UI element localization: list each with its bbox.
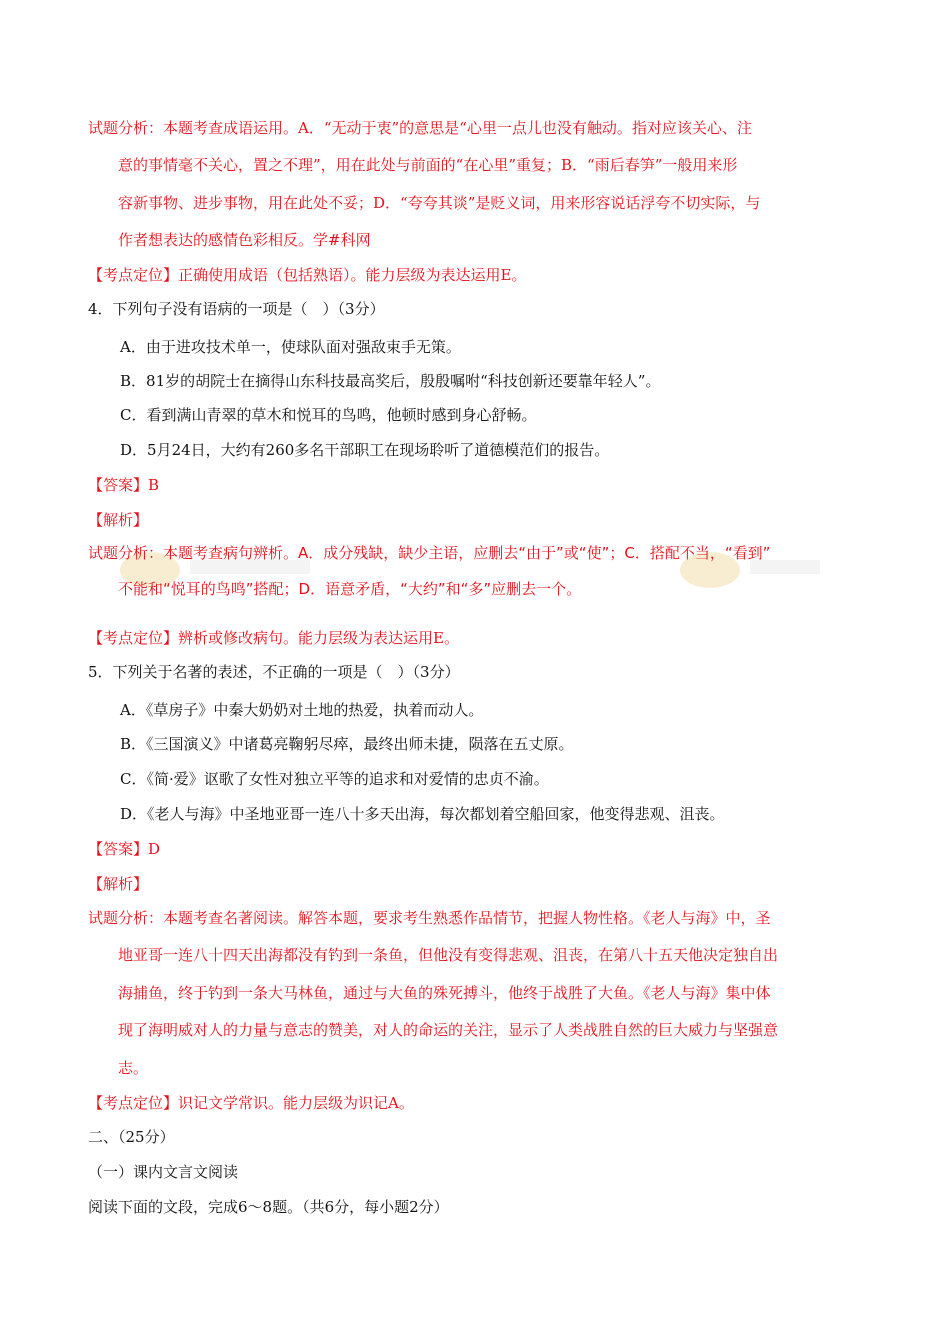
q5-analysis-line: 试题分析：本题考查名著阅读。解答本题，要求考生熟悉作品情节，把握人物性格。《老人与海》中，圣 — [88, 909, 771, 927]
q4-option-a: A．由于进攻技术单一，使球队面对强敌束手无策。 — [120, 338, 461, 356]
q5-kaodian: 【考点定位】识记文学常识。能力层级为识记A。 — [88, 1094, 414, 1112]
q5-jiexi-label: 【解析】 — [88, 875, 149, 893]
q3-kaodian: 【考点定位】正确使用成语（包括熟语）。能力层级为表达运用E。 — [88, 266, 527, 284]
q4-analysis-line: 试题分析：本题考查病句辨析。A．成分残缺，缺少主语，应删去“由于”或“使”；C．搭配不当，“看到” — [88, 544, 771, 562]
q5-stem: 5．下列关于名著的表述，不正确的一项是（ ）（3分） — [88, 663, 460, 681]
q5-option-d: D．《老人与海》中圣地亚哥一连八十多天出海，每次都划着空船回家，他变得悲观、沮丧。 — [120, 805, 725, 823]
q4-option-c: C．看到满山青翠的草木和悦耳的鸟鸣，他顿时感到身心舒畅。 — [120, 406, 537, 424]
q3-analysis-line: 试题分析：本题考查成语运用。A．“无动于衷”的意思是“心里一点儿也没有触动。指对应该关心、注 — [88, 119, 752, 137]
section-instruction: 阅读下面的文段，完成6～8题。（共6分，每小题2分） — [88, 1198, 449, 1216]
q5-analysis-line: 志。 — [118, 1059, 149, 1077]
q5-analysis-line: 地亚哥一连八十四天出海都没有钓到一条鱼，但他没有变得悲观、沮丧，在第八十五天他决定独自出 — [118, 946, 779, 964]
q5-option-c: C．《简·爱》讴歌了女性对独立平等的追求和对爱情的忠贞不渝。 — [120, 770, 549, 788]
q4-kaodian: 【考点定位】辨析或修改病句。能力层级为表达运用E。 — [88, 629, 459, 647]
q3-analysis-line: 作者想表达的感情色彩相反。学#科网 — [118, 231, 371, 249]
q4-stem: 4．下列句子没有语病的一项是（ ）（3分） — [88, 300, 385, 318]
q5-option-a: A．《草房子》中秦大奶奶对土地的热爱，执着而动人。 — [120, 701, 484, 719]
q5-analysis-line: 现了海明威对人的力量与意志的赞美，对人的命运的关注，显示了人类战胜自然的巨大威力与坚强意 — [118, 1021, 779, 1039]
subsection-heading: （一）课内文言文阅读 — [88, 1163, 239, 1181]
q3-analysis-line: 容新事物、进步事物，用在此处不妥；D．“夸夸其谈”是贬义词，用来形容说话浮夸不切实际，与 — [118, 194, 761, 212]
q4-answer: 【答案】B — [88, 476, 160, 494]
q4-option-d: D．5月24日，大约有260多名干部职工在现场聆听了道德模范们的报告。 — [120, 441, 610, 459]
q5-answer: 【答案】D — [88, 840, 161, 858]
q4-option-b: B．81岁的胡院士在摘得山东科技最高奖后，殷殷嘱咐“科技创新还要靠年轻人”。 — [120, 372, 661, 390]
section-heading: 二、（25分） — [88, 1128, 175, 1146]
q3-analysis-line: 意的事情毫不关心，置之不理”，用在此处与前面的“在心里”重复；B．“雨后春笋”一般用来形 — [118, 156, 738, 174]
q4-jiexi-label: 【解析】 — [88, 511, 149, 529]
q5-analysis-line: 海捕鱼，终于钓到一条大马林鱼，通过与大鱼的殊死搏斗，他终于战胜了大鱼。《老人与海》集中体 — [118, 984, 771, 1002]
q5-option-b: B．《三国演义》中诸葛亮鞠躬尽瘁，最终出师未捷，陨落在五丈原。 — [120, 735, 574, 753]
q4-analysis-line: 不能和“悦耳的鸟鸣”搭配；D．语意矛盾，“大约”和“多”应删去一个。 — [118, 580, 582, 598]
